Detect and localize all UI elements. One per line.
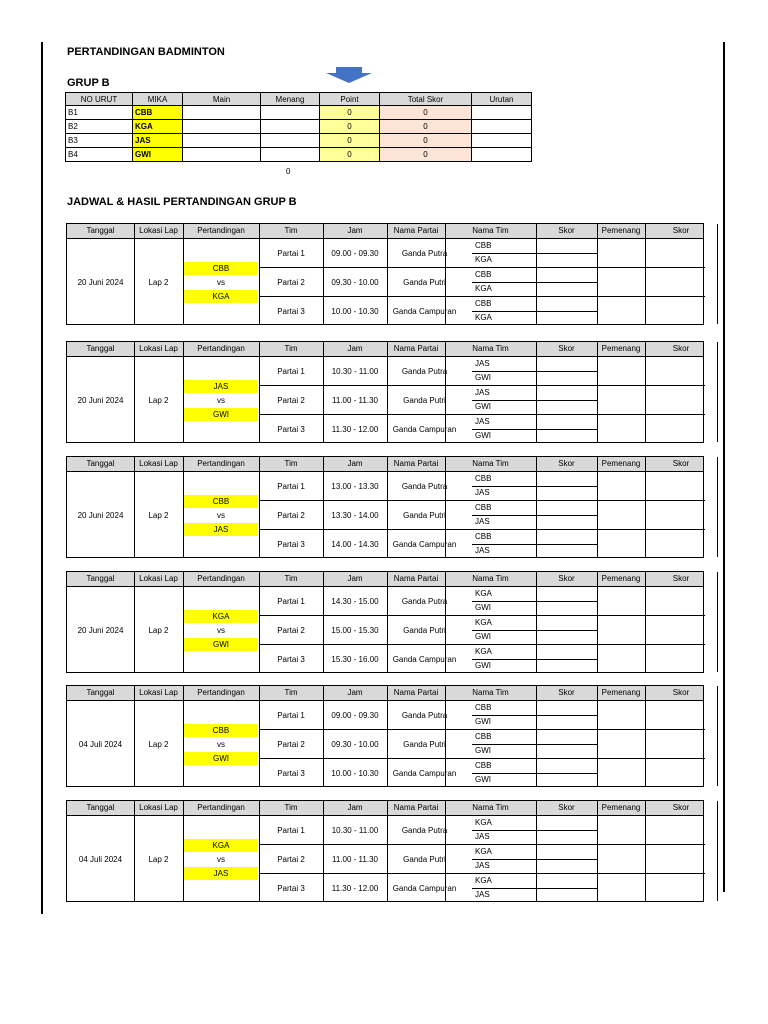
- col-header: Jam: [347, 459, 363, 468]
- match-location: Lap 2: [148, 739, 169, 749]
- partai-time: 09.30 - 10.00: [331, 277, 379, 287]
- team-name-cell: KGA: [475, 255, 492, 264]
- col-header: Pertandingan: [197, 574, 245, 583]
- col-header: Pemenang: [601, 688, 641, 697]
- row-divider: [472, 515, 597, 516]
- team2-label: JAS: [184, 867, 258, 880]
- column-divider: [536, 686, 537, 786]
- col-header: Pemenang: [601, 226, 641, 235]
- team-name-cell: GWI: [475, 603, 491, 612]
- partai-label: Partai 3: [277, 883, 305, 893]
- vs-label: vs: [217, 510, 225, 520]
- col-header: Nama Tim: [472, 688, 509, 697]
- col-header: Nama Partai: [393, 803, 439, 812]
- col-header: Lokasi Lap: [139, 459, 178, 468]
- col-header: Skor: [558, 459, 575, 468]
- vs-label: vs: [217, 739, 225, 749]
- partai-time: 10.00 - 10.30: [331, 306, 379, 316]
- column-divider: [536, 342, 537, 442]
- team-name-cell: GWI: [475, 431, 491, 440]
- team-name-cell: CBB: [475, 732, 492, 741]
- partai-label: Partai 2: [277, 739, 305, 749]
- menang-cell: [261, 106, 320, 120]
- team-name-cell: GWI: [475, 661, 491, 670]
- team-name-cell: KGA: [475, 618, 492, 627]
- team2-label: GWI: [184, 638, 258, 651]
- column-divider: [717, 801, 718, 901]
- column-divider: [134, 457, 135, 557]
- partai-label: Partai 2: [277, 395, 305, 405]
- partai-name: Ganda Putra: [401, 248, 448, 258]
- col-header: Pemenang: [601, 344, 641, 353]
- partai-label: Partai 3: [277, 768, 305, 778]
- column-divider: [134, 801, 135, 901]
- col-header: Jam: [347, 344, 363, 353]
- column-divider: [597, 686, 598, 786]
- team-name-cell: KGA: [475, 647, 492, 656]
- team2-label: JAS: [184, 523, 258, 536]
- col-header: Urutan: [472, 93, 532, 106]
- match-date: 20 Juni 2024: [77, 395, 124, 405]
- col-header: Lokasi Lap: [139, 803, 178, 812]
- col-header: Pertandingan: [197, 226, 245, 235]
- team1-label: KGA: [184, 610, 258, 623]
- col-header: Tanggal: [86, 574, 115, 583]
- partai-label: Partai 1: [277, 825, 305, 835]
- team1-label: CBB: [184, 724, 258, 737]
- point-cell: 0: [320, 148, 380, 162]
- no-urut-cell: B3: [66, 134, 133, 148]
- col-header: Skor: [672, 344, 690, 353]
- col-header: Nama Partai: [393, 459, 439, 468]
- column-divider: [717, 686, 718, 786]
- column-divider: [597, 457, 598, 557]
- match-location: Lap 2: [148, 395, 169, 405]
- vs-label: vs: [217, 277, 225, 287]
- team-name-cell: JAS: [475, 517, 490, 526]
- col-header: Skor: [558, 803, 575, 812]
- team-name-cell: KGA: [475, 284, 492, 293]
- column-divider: [717, 342, 718, 442]
- team-name-cell: CBB: [475, 299, 492, 308]
- mika-cell: GWI: [133, 148, 183, 162]
- total-skor-cell: 0: [380, 120, 472, 134]
- partai-label: Partai 2: [277, 854, 305, 864]
- partai-name: Ganda Campuran: [392, 883, 457, 893]
- partai-label: Partai 2: [277, 277, 305, 287]
- col-header: Tanggal: [86, 803, 115, 812]
- col-header: Nama Tim: [472, 803, 509, 812]
- page-left-border: [41, 42, 43, 914]
- point-cell: 0: [320, 120, 380, 134]
- col-header: Tanggal: [86, 459, 115, 468]
- team1-label: CBB: [184, 262, 258, 275]
- partai-time: 09.00 - 09.30: [331, 710, 379, 720]
- schedule-title: JADWAL & HASIL PERTANDINGAN GRUP B: [67, 196, 297, 208]
- vs-label: vs: [217, 395, 225, 405]
- col-header: NO URUT: [66, 93, 133, 106]
- team-name-cell: CBB: [475, 270, 492, 279]
- partai-label: Partai 2: [277, 510, 305, 520]
- col-header: Skor: [558, 574, 575, 583]
- col-header: Lokasi Lap: [139, 688, 178, 697]
- group-table-header: [66, 93, 532, 106]
- col-header: Pertandingan: [197, 459, 245, 468]
- team-name-cell: KGA: [475, 313, 492, 322]
- team-name-cell: CBB: [475, 241, 492, 250]
- main-cell: [183, 148, 261, 162]
- partai-time: 15.00 - 15.30: [331, 625, 379, 635]
- col-header: Nama Partai: [393, 574, 439, 583]
- col-header: Lokasi Lap: [139, 344, 178, 353]
- partai-name: Ganda Campuran: [392, 424, 457, 434]
- partai-label: Partai 3: [277, 539, 305, 549]
- partai-time: 13.30 - 14.00: [331, 510, 379, 520]
- partai-label: Partai 2: [277, 625, 305, 635]
- partai-name: Ganda Putri: [403, 277, 446, 287]
- team2-label: KGA: [184, 290, 258, 303]
- team-name-cell: CBB: [475, 474, 492, 483]
- column-divider: [134, 686, 135, 786]
- partai-label: Partai 1: [277, 481, 305, 491]
- col-header: Skor: [672, 459, 690, 468]
- match-location: Lap 2: [148, 625, 169, 635]
- col-header: Tim: [284, 226, 298, 235]
- partai-name: Ganda Campuran: [392, 654, 457, 664]
- urutan-cell: [472, 106, 532, 120]
- down-arrow-icon: [326, 67, 372, 83]
- partai-label: Partai 1: [277, 248, 305, 258]
- team-name-cell: JAS: [475, 890, 490, 899]
- column-divider: [645, 224, 646, 324]
- mika-cell: JAS: [133, 134, 183, 148]
- column-divider: [536, 224, 537, 324]
- group-footer-value: 0: [286, 167, 291, 176]
- vs-label: vs: [217, 854, 225, 864]
- column-divider: [597, 224, 598, 324]
- team2-label: GWI: [184, 408, 258, 421]
- row-divider: [472, 544, 597, 545]
- team-name-cell: CBB: [475, 761, 492, 770]
- team-name-cell: JAS: [475, 861, 490, 870]
- partai-name: Ganda Putra: [401, 481, 448, 491]
- match-location: Lap 2: [148, 510, 169, 520]
- partai-name: Ganda Campuran: [392, 306, 457, 316]
- partai-time: 09.30 - 10.00: [331, 739, 379, 749]
- team-name-cell: JAS: [475, 832, 490, 841]
- partai-time: 10.00 - 10.30: [331, 768, 379, 778]
- main-cell: [183, 106, 261, 120]
- match-block: [66, 571, 704, 673]
- col-header: Nama Partai: [393, 226, 439, 235]
- col-header: Main: [183, 93, 261, 106]
- partai-time: 11.00 - 11.30: [332, 854, 378, 864]
- col-header: Skor: [672, 226, 690, 235]
- col-header: Pemenang: [601, 574, 641, 583]
- col-header: MIKA: [133, 93, 183, 106]
- col-header: Pertandingan: [197, 803, 245, 812]
- col-header: Nama Partai: [393, 688, 439, 697]
- col-header: Skor: [558, 344, 575, 353]
- col-header: Nama Tim: [472, 459, 509, 468]
- partai-label: Partai 1: [277, 596, 305, 606]
- column-divider: [645, 686, 646, 786]
- group-title: GRUP B: [67, 77, 110, 89]
- col-header: Pertandingan: [197, 688, 245, 697]
- partai-label: Partai 1: [277, 710, 305, 720]
- col-header: Lokasi Lap: [139, 226, 178, 235]
- match-location: Lap 2: [148, 277, 169, 287]
- column-divider: [717, 224, 718, 324]
- col-header: Tim: [284, 574, 298, 583]
- team2-label: GWI: [184, 752, 258, 765]
- team-name-cell: GWI: [475, 402, 491, 411]
- col-header: Tanggal: [86, 344, 115, 353]
- partai-name: Ganda Putra: [401, 596, 448, 606]
- column-divider: [134, 572, 135, 672]
- col-header: Nama Tim: [472, 226, 509, 235]
- column-divider: [645, 457, 646, 557]
- partai-time: 10.30 - 11.00: [331, 825, 379, 835]
- team-name-cell: GWI: [475, 373, 491, 382]
- col-header: Nama Tim: [472, 574, 509, 583]
- partai-name: Ganda Putra: [401, 366, 448, 376]
- partai-time: 14.00 - 14.30: [331, 539, 379, 549]
- menang-cell: [261, 148, 320, 162]
- team-name-cell: JAS: [475, 417, 490, 426]
- total-skor-cell: 0: [380, 106, 472, 120]
- col-header: Skor: [558, 688, 575, 697]
- partai-name: Ganda Campuran: [392, 539, 457, 549]
- total-skor-cell: 0: [380, 148, 472, 162]
- team-name-cell: GWI: [475, 717, 491, 726]
- col-header: Tim: [284, 459, 298, 468]
- col-header: Pertandingan: [197, 344, 245, 353]
- col-header: Skor: [558, 226, 575, 235]
- team-name-cell: KGA: [475, 876, 492, 885]
- match-date: 20 Juni 2024: [77, 625, 124, 635]
- partai-time: 09.00 - 09.30: [331, 248, 379, 258]
- team-name-cell: CBB: [475, 503, 492, 512]
- col-header: Tim: [284, 803, 298, 812]
- total-skor-cell: 0: [380, 134, 472, 148]
- main-cell: [183, 120, 261, 134]
- match-date: 20 Juni 2024: [77, 510, 124, 520]
- match-block: [66, 800, 704, 902]
- col-header: Total Skor: [380, 93, 472, 106]
- no-urut-cell: B1: [66, 106, 133, 120]
- table-row: [66, 120, 532, 134]
- row-divider: [472, 888, 597, 889]
- menang-cell: [261, 134, 320, 148]
- team-name-cell: JAS: [475, 359, 490, 368]
- partai-name: Ganda Putra: [401, 825, 448, 835]
- column-divider: [134, 224, 135, 324]
- match-block: [66, 341, 704, 443]
- col-header: Jam: [347, 803, 363, 812]
- team-name-cell: GWI: [475, 746, 491, 755]
- match-block: [66, 685, 704, 787]
- match-block: [66, 223, 704, 325]
- group-standings-table: [65, 92, 532, 162]
- col-header: Jam: [347, 688, 363, 697]
- col-header: Tim: [284, 344, 298, 353]
- partai-time: 15.30 - 16.00: [331, 654, 379, 664]
- column-divider: [597, 572, 598, 672]
- urutan-cell: [472, 120, 532, 134]
- col-header: Jam: [347, 226, 363, 235]
- match-block: [66, 456, 704, 558]
- partai-label: Partai 3: [277, 306, 305, 316]
- partai-time: 11.30 - 12.00: [331, 883, 379, 893]
- row-divider: [472, 830, 597, 831]
- team-name-cell: GWI: [475, 775, 491, 784]
- column-divider: [597, 342, 598, 442]
- col-header: Skor: [672, 803, 690, 812]
- col-header: Pemenang: [601, 459, 641, 468]
- partai-label: Partai 1: [277, 366, 305, 376]
- partai-name: Ganda Putri: [403, 854, 446, 864]
- column-divider: [717, 457, 718, 557]
- col-header: Tim: [284, 688, 298, 697]
- column-divider: [597, 801, 598, 901]
- partai-label: Partai 3: [277, 654, 305, 664]
- partai-name: Ganda Putra: [401, 710, 448, 720]
- urutan-cell: [472, 134, 532, 148]
- column-divider: [717, 572, 718, 672]
- partai-name: Ganda Putri: [403, 510, 446, 520]
- team-name-cell: CBB: [475, 703, 492, 712]
- column-divider: [645, 342, 646, 442]
- col-header: Nama Tim: [472, 344, 509, 353]
- col-header: Tanggal: [86, 226, 115, 235]
- point-cell: 0: [320, 106, 380, 120]
- partai-name: Ganda Putri: [403, 739, 446, 749]
- team-name-cell: JAS: [475, 388, 490, 397]
- col-header: Skor: [672, 688, 690, 697]
- col-header: Menang: [261, 93, 320, 106]
- team-name-cell: KGA: [475, 847, 492, 856]
- partai-name: Ganda Putri: [403, 395, 446, 405]
- column-divider: [645, 572, 646, 672]
- no-urut-cell: B2: [66, 120, 133, 134]
- team-name-cell: CBB: [475, 532, 492, 541]
- partai-name: Ganda Putri: [403, 625, 446, 635]
- point-cell: 0: [320, 134, 380, 148]
- partai-time: 13.00 - 13.30: [331, 481, 379, 491]
- col-header: Nama Partai: [393, 344, 439, 353]
- partai-time: 11.30 - 12.00: [331, 424, 379, 434]
- col-header: Jam: [347, 574, 363, 583]
- team-name-cell: JAS: [475, 546, 490, 555]
- column-divider: [536, 572, 537, 672]
- table-row: [66, 106, 532, 120]
- match-date: 20 Juni 2024: [77, 277, 124, 287]
- partai-label: Partai 3: [277, 424, 305, 434]
- main-cell: [183, 134, 261, 148]
- team-name-cell: GWI: [475, 632, 491, 641]
- menang-cell: [261, 120, 320, 134]
- partai-time: 14.30 - 15.00: [331, 596, 379, 606]
- table-row: [66, 148, 532, 162]
- row-divider: [472, 859, 597, 860]
- table-row: [66, 134, 532, 148]
- page-title: PERTANDINGAN BADMINTON: [67, 46, 225, 58]
- column-divider: [536, 457, 537, 557]
- column-divider: [134, 342, 135, 442]
- team-name-cell: KGA: [475, 589, 492, 598]
- col-header: Tanggal: [86, 688, 115, 697]
- col-header: Pemenang: [601, 803, 641, 812]
- vs-label: vs: [217, 625, 225, 635]
- team1-label: CBB: [184, 495, 258, 508]
- row-divider: [472, 486, 597, 487]
- team-name-cell: JAS: [475, 488, 490, 497]
- team1-label: KGA: [184, 839, 258, 852]
- match-date: 04 Juli 2024: [78, 854, 123, 864]
- column-divider: [645, 801, 646, 901]
- col-header: Skor: [672, 574, 690, 583]
- partai-name: Ganda Campuran: [392, 768, 457, 778]
- column-divider: [536, 801, 537, 901]
- partai-time: 10.30 - 11.00: [331, 366, 379, 376]
- match-location: Lap 2: [148, 854, 169, 864]
- page-right-border: [723, 42, 725, 892]
- team1-label: JAS: [184, 380, 258, 393]
- col-header: Point: [320, 93, 380, 106]
- mika-cell: CBB: [133, 106, 183, 120]
- urutan-cell: [472, 148, 532, 162]
- no-urut-cell: B4: [66, 148, 133, 162]
- match-date: 04 Juli 2024: [78, 739, 123, 749]
- col-header: Lokasi Lap: [139, 574, 178, 583]
- partai-time: 11.00 - 11.30: [332, 395, 378, 405]
- team-name-cell: KGA: [475, 818, 492, 827]
- mika-cell: KGA: [133, 120, 183, 134]
